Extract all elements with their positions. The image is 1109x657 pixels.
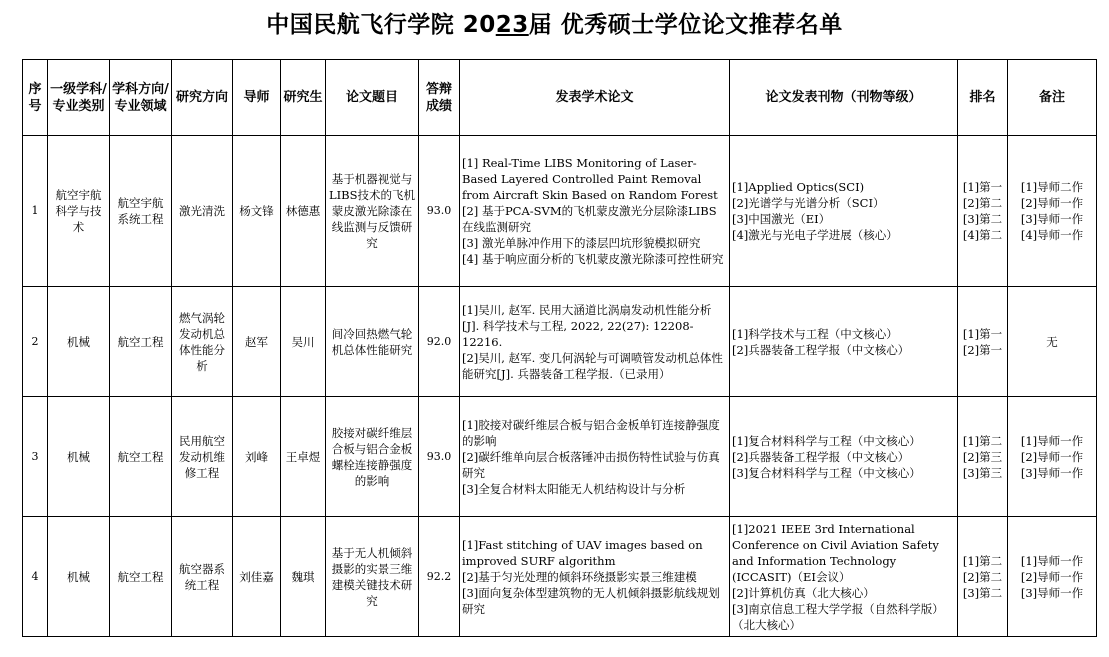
row-score: 93.0 <box>419 136 460 287</box>
row-thesis: 基于无人机倾斜摄影的实景三维建模关键技术研究 <box>326 517 419 637</box>
header-remark: 备注 <box>1008 60 1097 136</box>
row-papers <box>460 517 730 637</box>
rank-item: [1]第一 <box>962 180 1003 194</box>
rank-item: [1]第一 <box>962 326 1003 341</box>
row-advisor: 刘峰 <box>233 397 281 517</box>
journal-item: [2]计算机仿真（北大核心） <box>732 585 875 600</box>
header-score: 答辩成绩 <box>419 60 460 136</box>
row-advisor: 刘佳嘉 <box>233 517 281 637</box>
row-index: 1 <box>23 136 48 287</box>
row-journals <box>730 517 958 637</box>
row-rank <box>958 517 1008 637</box>
row-index: 2 <box>23 287 48 397</box>
row-score: 92.2 <box>419 517 460 637</box>
page-title <box>0 6 1109 39</box>
journal-item: [1]科学技术与工程（中文核心） <box>732 326 898 341</box>
paper-item: [3] 激光单脉冲作用下的漆层凹坑形貌模拟研究 <box>462 236 701 250</box>
rank-item: [1]第二 <box>962 433 1003 448</box>
rank-item: [3]第三 <box>962 465 1003 480</box>
paper-item: [1]胶接对碳纤维层合板与铝合金板单钉连接静强度的影响 <box>462 417 720 448</box>
header-rank: 排名 <box>958 60 1008 136</box>
rank-item: [2]第一 <box>962 342 1003 357</box>
header-index: 序号 <box>23 60 48 136</box>
table-row <box>23 136 1097 287</box>
row-advisor: 赵军 <box>233 287 281 397</box>
row-field: 航空工程 <box>110 517 172 637</box>
row-field: 航空宇航系统工程 <box>110 136 172 287</box>
rank-item: [2]第二 <box>962 196 1003 210</box>
journal-item: [1]复合材料科学与工程（中文核心） <box>732 433 921 448</box>
row-rank <box>958 287 1008 397</box>
paper-item: [2]吴川, 赵军. 变几何涡轮与可调喷管发动机总体性能研究[J]. 兵器装备工程学报.（已录用） <box>462 350 723 381</box>
header-discipline: 一级学科/专业类别 <box>48 60 110 136</box>
rank-item: [1]第二 <box>962 553 1003 568</box>
row-journals <box>730 287 958 397</box>
row-rank <box>958 136 1008 287</box>
journal-item: [1]Applied Optics(SCI) <box>732 180 865 194</box>
table-row <box>23 397 1097 517</box>
row-thesis: 间冷回热燃气轮机总体性能研究 <box>326 287 419 397</box>
remark-item: [2]导师一作 <box>1020 569 1084 584</box>
remark-item: 无 <box>1046 334 1058 349</box>
journal-item: [3]复合材料科学与工程（中文核心） <box>732 465 921 480</box>
paper-item: [1] Real-Time LIBS Monitoring of Laser-Based Layered Controlled Paint Removal from Aircraft Skin Based on Random Forest <box>462 156 718 202</box>
journal-item: [3]南京信息工程大学学报（自然科学版）（北大核心） <box>732 601 944 632</box>
row-remark <box>1008 136 1097 287</box>
rank-item: [3]第二 <box>962 212 1003 226</box>
row-score: 92.0 <box>419 287 460 397</box>
row-discipline: 机械 <box>48 517 110 637</box>
paper-item: [4] 基于响应面分析的飞机蒙皮激光除漆可控性研究 <box>462 252 724 266</box>
row-student: 吴川 <box>281 287 326 397</box>
row-remark <box>1008 517 1097 637</box>
remark-item: [2]导师一作 <box>1020 449 1084 464</box>
row-research: 激光清洗 <box>172 136 233 287</box>
row-research: 民用航空发动机维修工程 <box>172 397 233 517</box>
title-suffix: 届 优秀硕士学位论文推荐名单 <box>528 12 843 38</box>
remark-item: [3]导师一作 <box>1020 585 1084 600</box>
row-thesis: 基于机器视觉与LIBS技术的飞机蒙皮激光除漆在线监测与反馈研究 <box>326 136 419 287</box>
remark-item: [4]导师一作 <box>1020 228 1084 242</box>
row-index: 3 <box>23 397 48 517</box>
row-papers <box>460 397 730 517</box>
remark-item: [3]导师一作 <box>1020 465 1084 480</box>
rank-item: [4]第二 <box>962 228 1003 242</box>
row-papers <box>460 136 730 287</box>
header-journals: 论文发表刊物（刊物等级） <box>730 60 958 136</box>
header-thesis: 论文题目 <box>326 60 419 136</box>
paper-item: [1]Fast stitching of UAV images based on improved SURF algorithm <box>462 537 703 568</box>
remark-item: [1]导师二作 <box>1020 180 1084 194</box>
row-journals <box>730 397 958 517</box>
journal-item: [2]兵器装备工程学报（中文核心） <box>732 449 910 464</box>
row-thesis: 胶接对碳纤维层合板与铝合金板螺栓连接静强度的影响 <box>326 397 419 517</box>
header-row <box>23 60 1097 136</box>
remark-item: [1]导师一作 <box>1020 553 1084 568</box>
row-field: 航空工程 <box>110 397 172 517</box>
row-discipline: 机械 <box>48 397 110 517</box>
journal-item: [3]中国激光（EI） <box>732 212 831 226</box>
rank-item: [3]第二 <box>962 585 1003 600</box>
header-field: 学科方向/专业领域 <box>110 60 172 136</box>
header-papers: 发表学术论文 <box>460 60 730 136</box>
journal-item: [2]兵器装备工程学报（中文核心） <box>732 342 910 357</box>
journal-item: [4]激光与光电子学进展（核心） <box>732 228 898 242</box>
row-student: 王卓煜 <box>281 397 326 517</box>
recommendation-table <box>22 59 1097 637</box>
remark-item: [3]导师一作 <box>1020 212 1084 226</box>
row-discipline: 航空宇航科学与技术 <box>48 136 110 287</box>
paper-item: [3]面向复杂体型建筑物的无人机倾斜摄影航线规划研究 <box>462 585 720 616</box>
paper-item: [2] 基于PCA-SVM的飞机蒙皮激光分层除漆LIBS在线监测研究 <box>462 204 717 234</box>
row-discipline: 机械 <box>48 287 110 397</box>
row-research: 航空器系统工程 <box>172 517 233 637</box>
remark-item: [1]导师一作 <box>1020 433 1084 448</box>
row-journals <box>730 136 958 287</box>
header-research: 研究方向 <box>172 60 233 136</box>
row-papers <box>460 287 730 397</box>
paper-item: [2]碳纤维单向层合板落锤冲击损伤特性试验与仿真研究 <box>462 449 720 480</box>
journal-item: [2]光谱学与光谱分析（SCI） <box>732 196 885 210</box>
row-remark <box>1008 287 1097 397</box>
header-advisor: 导师 <box>233 60 281 136</box>
table-row <box>23 287 1097 397</box>
journal-item: [1]2021 IEEE 3rd International Conference on Civil Aviation Safety and Information Technology (ICCASIT)（EI会议） <box>732 521 939 584</box>
header-student: 研究生 <box>281 60 326 136</box>
row-student: 魏琪 <box>281 517 326 637</box>
paper-item: [2]基于匀光处理的倾斜环绕摄影实景三维建模 <box>462 569 697 584</box>
rank-item: [2]第三 <box>962 449 1003 464</box>
remark-item: [2]导师一作 <box>1020 196 1084 210</box>
row-field: 航空工程 <box>110 287 172 397</box>
rank-item: [2]第二 <box>962 569 1003 584</box>
row-index: 4 <box>23 517 48 637</box>
paper-item: [3]全复合材料太阳能无人机结构设计与分析 <box>462 481 686 496</box>
row-student: 林德惠 <box>281 136 326 287</box>
table-row <box>23 517 1097 637</box>
row-score: 93.0 <box>419 397 460 517</box>
row-rank <box>958 397 1008 517</box>
paper-item: [1]吴川, 赵军. 民用大涵道比涡扇发动机性能分析[J]. 科学技术与工程, 2022, 22(27): 12208-12216. <box>462 302 712 349</box>
title-year: 23 <box>495 12 529 38</box>
row-advisor: 杨文锋 <box>233 136 281 287</box>
row-research: 燃气涡轮发动机总体性能分析 <box>172 287 233 397</box>
row-remark <box>1008 397 1097 517</box>
title-prefix: 中国民航飞行学院 20 <box>266 12 496 38</box>
